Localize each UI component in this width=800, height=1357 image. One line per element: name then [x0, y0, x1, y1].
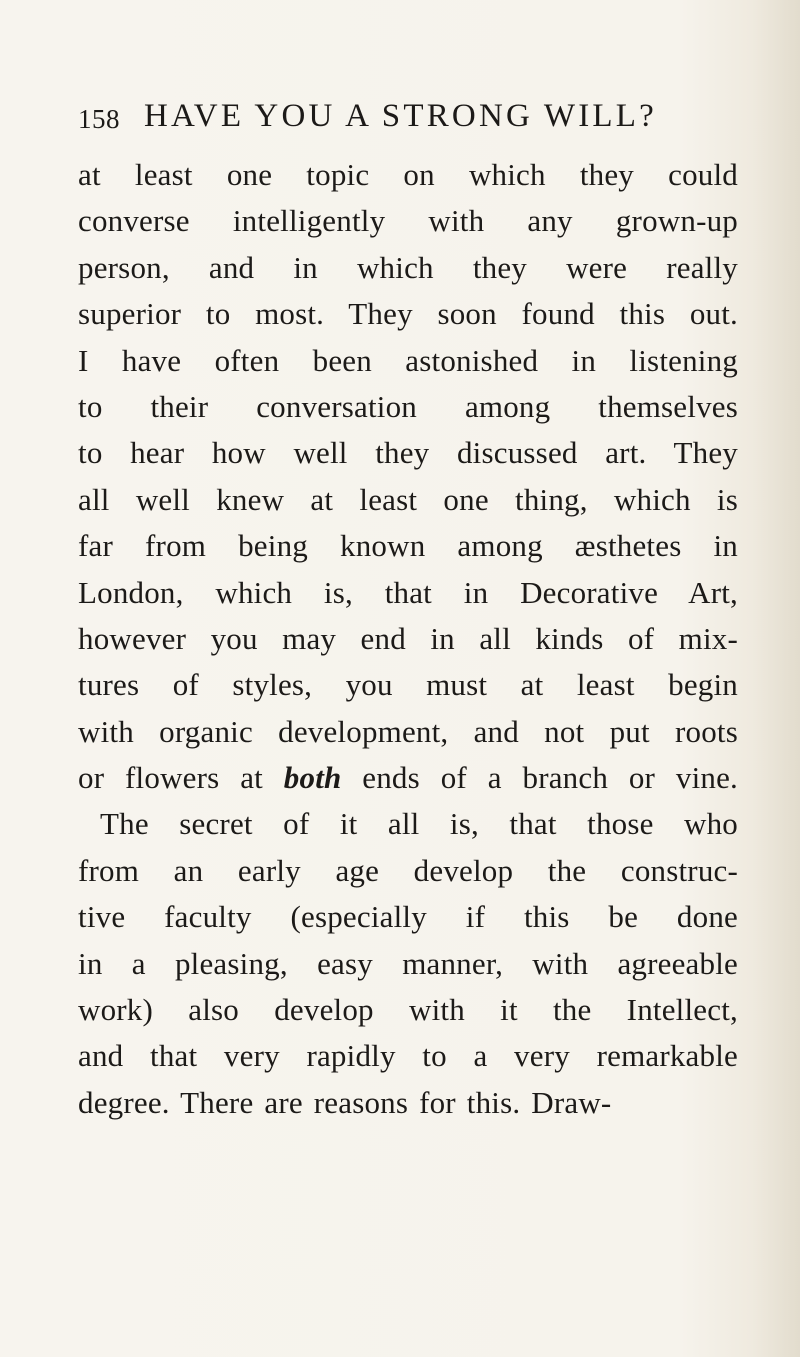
text-line: to their conversation among themselves [78, 388, 738, 424]
text-line: all well knew at least one thing, which is [78, 481, 738, 517]
page-number: 158 [78, 104, 120, 134]
text-line: work) also develop with it the Intellect, [78, 992, 738, 1028]
text-line: far from being known among æsthetes in [78, 528, 738, 564]
text-line: superior to most. They soon found this out. [78, 296, 738, 332]
text-segment: or flowers at [78, 760, 284, 796]
text-line: with organic development, and not put roots [78, 713, 738, 749]
text-line: to hear how well they discussed art. They [78, 435, 738, 471]
running-title: HAVE YOU A STRONG WILL? [144, 98, 657, 134]
text-line: tures of styles, you must at least begin [78, 667, 738, 703]
text-line-with-emphasis [78, 755, 738, 801]
body-text [78, 152, 738, 1126]
emphasized-word: both [283, 760, 342, 796]
text-line: in a pleasing, easy manner, with agreeable [78, 945, 738, 981]
text-line: however you may end in all kinds of mix- [78, 620, 738, 656]
text-line: I have often been astonished in listening [78, 342, 738, 378]
text-line: degree. There are reasons for this. Draw- [78, 1084, 612, 1120]
running-head [78, 98, 738, 142]
text-line: at least one topic on which they could [78, 157, 738, 192]
text-line: London, which is, that in Decorative Art, [78, 574, 738, 610]
paragraph-first-line: The secret of it all is, that those who [100, 806, 738, 842]
text-line: person, and in which they were really [78, 249, 738, 285]
text-line: converse intelligently with any grown-up [78, 203, 738, 239]
text-line: tive faculty (especially if this be done [78, 899, 738, 935]
text-segment: ends of a branch or vine. [341, 760, 738, 796]
text-line: from an early age develop the construc- [78, 852, 738, 888]
text-line: and that very rapidly to a very remarkable [78, 1038, 738, 1074]
